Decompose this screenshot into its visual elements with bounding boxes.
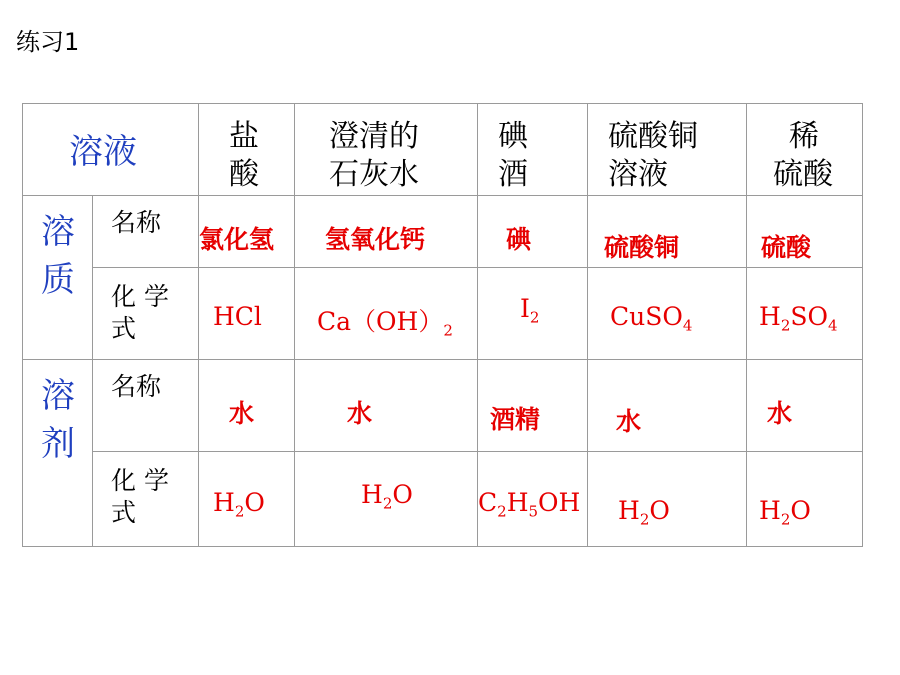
solvent-name: 水 [616, 407, 642, 436]
sub-label-cell [93, 452, 199, 547]
solute-name: 氢氧化钙 [325, 225, 426, 254]
header-col-hydrochloric-acid [199, 104, 295, 196]
sub-label-name: 名称 [111, 372, 162, 401]
solvent-formula-cell [747, 452, 863, 547]
solvent-name-row [23, 360, 863, 452]
solvent-name: 水 [229, 399, 255, 428]
solute-formula: $I_2$ [520, 294, 540, 327]
solvent-formula-row [23, 452, 863, 547]
header-col-label-line2: 酸 [229, 157, 259, 192]
solute-name-cell [295, 196, 478, 268]
solute-name: 硫酸铜 [604, 233, 680, 262]
solute-name: 氯化氢 [199, 225, 275, 254]
solute-formula-cell [588, 268, 747, 360]
header-col-label-line2: 石灰水 [329, 157, 419, 192]
sub-label-cell [93, 268, 199, 360]
solvent-group-cell [23, 360, 93, 547]
header-col-iodine-tincture [478, 104, 588, 196]
sub-label-formula-line1: 化 学 [111, 466, 169, 495]
solute-name-cell [747, 196, 863, 268]
solution-table [22, 103, 863, 547]
solute-formula-row [23, 268, 863, 360]
header-col-dilute-sulfuric-acid [747, 104, 863, 196]
solute-name-cell [588, 196, 747, 268]
solute-formula-cell [478, 268, 588, 360]
solute-name: 硫酸 [761, 233, 812, 262]
header-col-label-line1: 硫酸铜 [608, 119, 698, 154]
solvent-name: 酒精 [490, 405, 541, 434]
group-label-line2: 质 [41, 260, 75, 300]
solvent-name-cell [478, 360, 588, 452]
solvent-name-cell [747, 360, 863, 452]
group-label-line1: 溶 [41, 376, 75, 416]
header-solution-cell [23, 104, 199, 196]
solute-name-row [23, 196, 863, 268]
solute-formula: CuSO$_4$ [610, 302, 693, 335]
solvent-formula: $H_2O$ [213, 488, 265, 521]
solute-name: 碘 [506, 225, 532, 254]
solvent-formula-cell [295, 452, 478, 547]
header-col-label-line2: 溶液 [608, 157, 668, 192]
solute-formula: $H_2SO_4$ [759, 302, 838, 335]
header-col-limewater [295, 104, 478, 196]
solvent-name: 水 [347, 399, 373, 428]
solvent-name-cell [588, 360, 747, 452]
solute-formula: $Ca(OH)_2$ [317, 307, 453, 340]
solvent-formula-cell [478, 452, 588, 547]
solvent-name-cell [295, 360, 478, 452]
sub-label-formula-line1: 化 学 [111, 282, 169, 311]
solute-formula-cell [747, 268, 863, 360]
group-label-line1: 溶 [41, 212, 75, 252]
solute-formula: HCl [213, 302, 262, 331]
solute-group-cell [23, 196, 93, 360]
solvent-formula: $C_2H_5OH$ [478, 488, 581, 521]
header-col-label-line1: 碘 [498, 119, 528, 154]
sub-label-cell [93, 360, 199, 452]
solute-name-cell [478, 196, 588, 268]
solvent-name: 水 [767, 399, 793, 428]
solute-formula-cell [295, 268, 478, 360]
solvent-name-cell [199, 360, 295, 452]
sub-label-formula-line2: 式 [111, 314, 137, 343]
header-row [23, 104, 863, 196]
header-col-label-line1: 稀 [789, 119, 819, 154]
header-solution-label: 溶液 [69, 132, 137, 172]
header-col-label-line1: 澄清的 [329, 119, 419, 154]
sub-label-cell [93, 196, 199, 268]
solvent-formula: $H_2O$ [618, 496, 670, 529]
header-col-label-line2: 酒 [498, 157, 528, 192]
solute-formula-cell [199, 268, 295, 360]
exercise-title: 练习1 [16, 28, 80, 56]
header-col-copper-sulfate [588, 104, 747, 196]
solvent-formula: $H_2O$ [361, 480, 413, 513]
solvent-formula-cell [199, 452, 295, 547]
header-col-label-line2: 硫酸 [773, 157, 833, 192]
group-label-line2: 剂 [41, 424, 75, 464]
solute-name-cell [199, 196, 295, 268]
solvent-formula: $H_2O$ [759, 496, 811, 529]
header-col-label-line1: 盐 [229, 119, 259, 154]
sub-label-name: 名称 [111, 208, 162, 237]
solvent-formula-cell [588, 452, 747, 547]
sub-label-formula-line2: 式 [111, 498, 137, 527]
